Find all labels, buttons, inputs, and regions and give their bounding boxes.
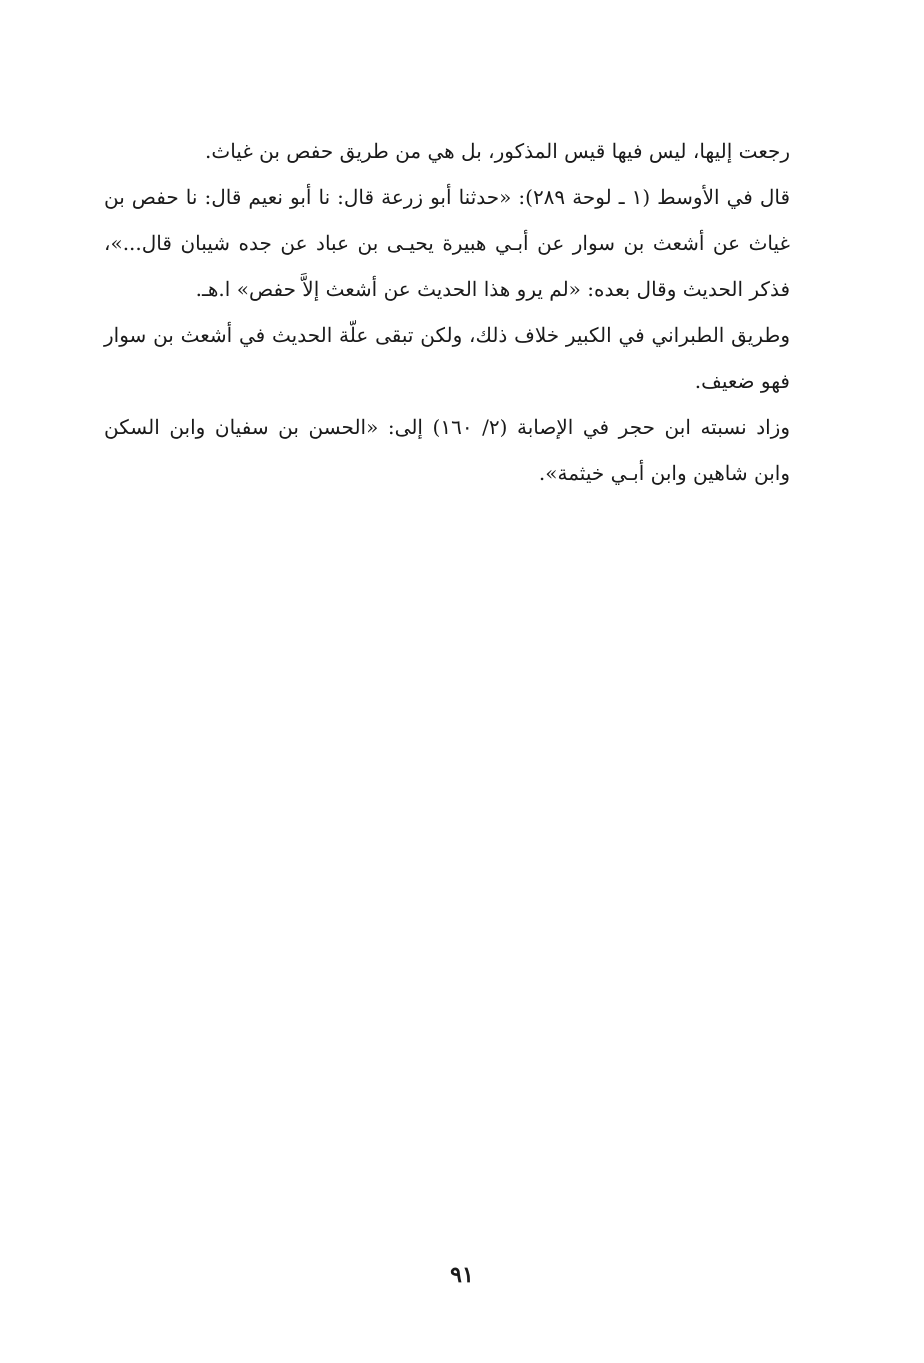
paragraph-3: وطريق الطبراني في الكبير خلاف ذلك، ولكن تبقى علّة الحديث في أشعث بن سوار فهو ضعيف. bbox=[104, 323, 790, 393]
page-number: ٩١ bbox=[450, 1262, 474, 1288]
paragraph-4: وزاد نسبته ابن حجر في الإصابة (٢/ ١٦٠) إلى: «الحسن بن سفيان وابن السكن وابن شاهين وابن أبـي خيثمة». bbox=[104, 415, 790, 485]
paragraph-2: قال في الأوسط (١ ـ لوحة ٢٨٩): «حدثنا أبو زرعة قال: نا أبو نعيم قال: نا حفص بن غياث عن أشعث بن سوار عن أبـي هبيرة يحيـى بن عباد عن جده شيبان قال...»، فذكر الحديث وقال بعده: «لم يرو هذا الحديث عن أشعث إلاَّ حفص» ا.هـ. bbox=[104, 185, 790, 301]
body-text bbox=[104, 128, 790, 496]
paragraph-1: رجعت إليها، ليس فيها قيس المذكور، بل هي من طريق حفص بن غياث. bbox=[205, 139, 790, 163]
